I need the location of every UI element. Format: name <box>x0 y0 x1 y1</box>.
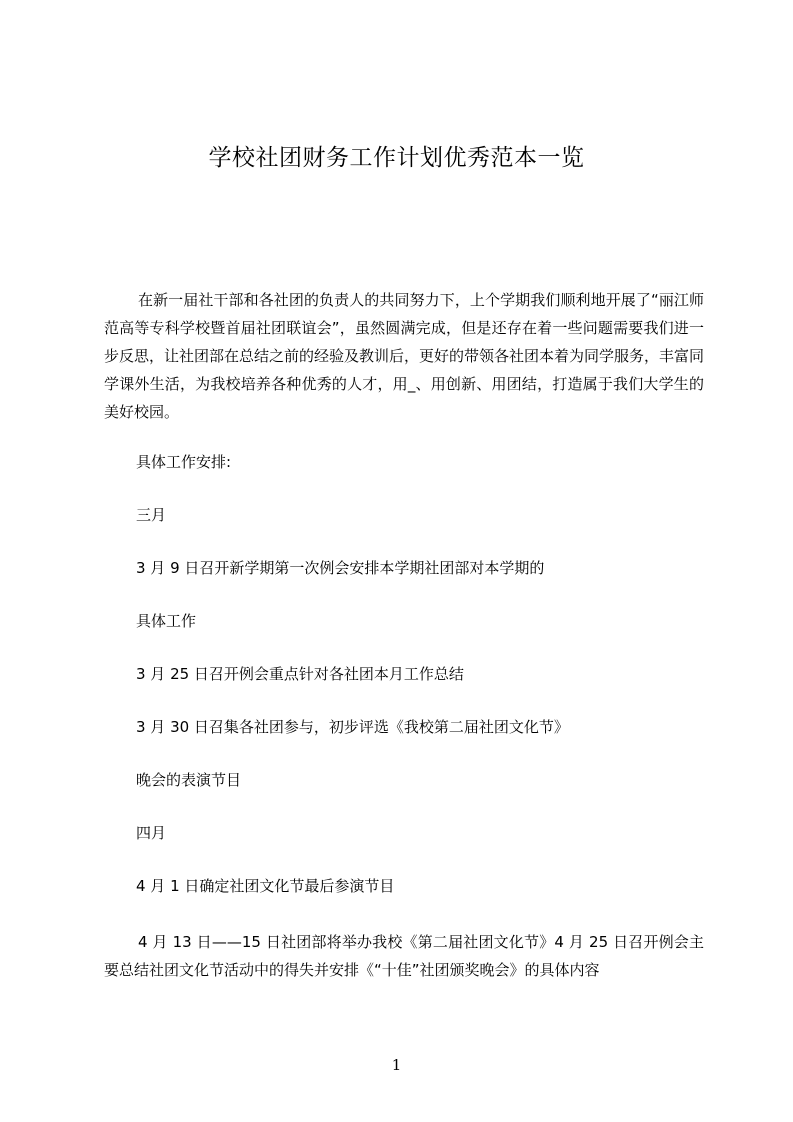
schedule-line-mar-9: 3 月 9 日召开新学期第一次例会安排本学期社团部对本学期的 <box>136 559 545 577</box>
page-number: 1 <box>391 1056 402 1074</box>
schedule-line-apr-1: 4 月 1 日确定社团文化节最后参演节目 <box>136 877 395 895</box>
schedule-line-evening-program: 晚会的表演节目 <box>136 771 242 789</box>
document-title: 学校社团财务工作计划优秀范本一览 <box>208 145 585 171</box>
month-heading-march: 三月 <box>136 506 167 524</box>
schedule-line-mar-30: 3 月 30 日召集各社团参与，初步评选《我校第二届社团文化节》 <box>136 718 569 736</box>
schedule-paragraph-apr-13: 4 月 13 日——15 日社团部将举办我校《第二届社团文化节》4 月 25 日召开例会主要总结社团文化节活动中的得失并安排《“十佳”社团颁奖晚会》的具体内容 <box>104 933 704 979</box>
schedule-line-mar-25: 3 月 25 日召开例会重点针对各社团本月工作总结 <box>136 665 464 683</box>
section-heading-work-arrangement: 具体工作安排: <box>136 453 232 471</box>
schedule-line-work-detail: 具体工作 <box>136 612 197 630</box>
month-heading-april: 四月 <box>136 824 167 842</box>
intro-paragraph: 在新一届社干部和各社团的负责人的共同努力下，上个学期我们顺利地开展了“丽江师范高等专科学校暨首届社团联谊会”，虽然圆满完成，但是还存在着一些问题需要我们进一步反思，让社团部在总结之前的经验及教训后，更好的带领各社团本着为同学服务，丰富同学课外生活，为我校培养各种优秀的人才，用_、用创新、用团结，打造属于我们大学生的美好校园。 <box>104 291 705 421</box>
